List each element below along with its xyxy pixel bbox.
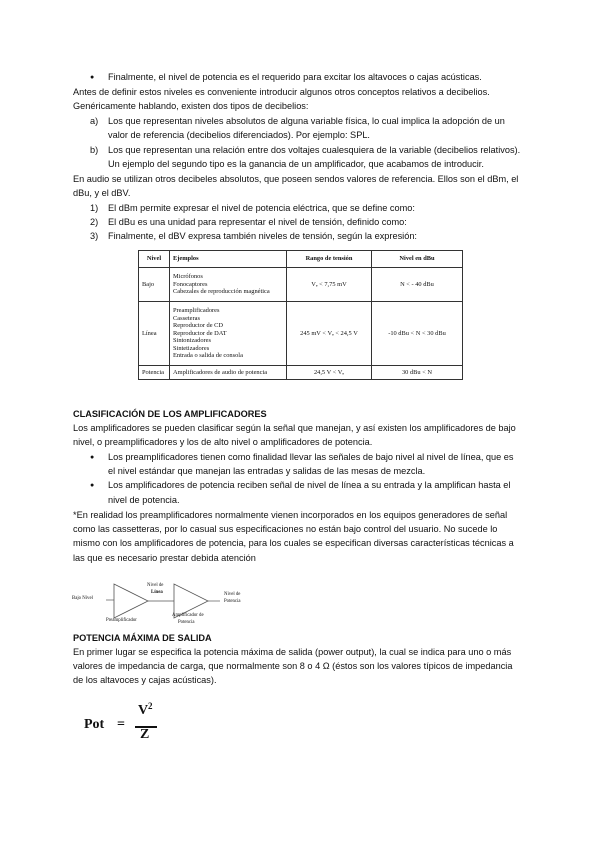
intro-line-2: Genéricamente hablando, existen dos tipos de decibelios: [73,101,309,111]
table-header: Ejemplos [170,251,287,268]
audio-line-2: dBu, y el dBV. [73,188,131,198]
list-label-a: a) [90,116,99,126]
table-cell-dbu: 30 dBu < N [372,366,463,380]
example-item: Sintetizadores [173,344,210,352]
num-item-3: Finalmente, el dBV expresa también niveles de tensión, según la expresión: [108,231,417,241]
table-cell-rango: Vₑ < 7,75 mV [287,268,372,302]
bullet-dot: ● [90,482,95,489]
section-heading-potencia: POTENCIA MÁXIMA DE SALIDA [73,633,212,643]
clasif-p1-line2: nivel, o preamplificadores y los de alto nivel o amplificadores de potencia. [73,437,373,447]
table-header: Nivel [139,251,170,268]
clasif-bullet1-line1: Los preamplificadores tienen como finalidad llevar las señales de bajo nivel al nivel de línea, que es [108,452,514,462]
formula-lhs: Pot [84,717,105,732]
label-bajo-nivel: Bajo Nivel [72,596,93,601]
example-item: Amplificadores de audio de potencia [173,368,268,376]
formula-denominator: Z [140,727,150,742]
intro-bullet-text: Finalmente, el nivel de potencia es el requerido para excitar los altavoces o cajas acústicas. [108,72,482,82]
example-item: Cabezales de reproducción magnética [173,288,270,296]
num-label-1: 1) [90,203,99,213]
list-label-b: b) [90,145,99,155]
num-item-2: El dBu es una unidad para representar el nivel de tensión, definido como: [108,217,407,227]
example-item: Reproductor de CD [173,322,224,330]
intro-line-1: Antes de definir estos niveles es conveniente introducir algunos otros conceptos relativos a decibelios. [73,87,490,97]
bullet-dot: ● [90,454,95,461]
note-line-1: *En realidad los preamplificadores normalmente vienen incorporados en los equipos generadores de señal [73,510,508,520]
num-label-2: 2) [90,217,99,227]
section-heading-clasificacion: CLASIFICACIÓN DE LOS AMPLIFICADORES [73,409,267,419]
table-header: Rango de tensión [287,251,372,268]
clasif-bullet1-line2: el nivel estándar que manejan las entradas y salidas de las mesas de mezcla. [108,466,426,476]
potencia-line-1: En primer lugar se especifica la potencia máxima de salida (power output), la cual se indica para uno o más [73,647,512,657]
clasif-bullet2-line2: nivel de potencia. [108,495,180,505]
table-cell-ejemplos [170,366,287,380]
note-line-3: mismo con los amplificadores de potencia, para los cuales se especifican diversas características técnicas a [73,538,514,548]
note-line-2: como las cassetteras, por lo casual sus especificaciones no están bajo control del usuario. No sucede lo [73,524,498,534]
table-cell-dbu: N < - 40 dBu [372,268,463,302]
table-cell-nivel: Línea [139,302,170,366]
list-item-a-line2: valor de referencia (decibelios diferenciados). Por ejemplo: SPL. [108,130,370,140]
formula-exponent: 2 [148,701,153,711]
table-header: Nivel en dBu [372,251,463,268]
note-line-4: las que es necesario prestar debida atención [73,553,256,563]
table-cell-nivel: Bajo [139,268,170,302]
num-label-3: 3) [90,231,99,241]
potencia-line-3: de los altavoces y cajas acústicas). [73,675,217,685]
table-cell-ejemplos [170,302,287,366]
table-header-row [139,251,463,268]
list-item-a-line1: Los que representan niveles absolutos de alguna variable física, lo cual implica la adopción de un [108,116,505,126]
clasif-bullet2-line1: Los amplificadores de potencia reciben señal de nivel de línea a su entrada y la amplifican hasta el [108,480,511,490]
levels-table [138,250,463,380]
table-cell-rango: 245 mV < Vₑ < 24,5 V [287,302,372,366]
example-item: Reproductor de DAT [173,329,227,337]
label-nivel-de-linea-1: Nivel de [147,583,164,588]
table-cell-rango: 24,5 V < Vₑ [287,366,372,380]
example-item: Sintonizadores [173,337,211,345]
potencia-line-2: valores de impedancia de carga, que normalmente son 8 o 4 Ω (éstos son los valores típicos de impedancia [73,661,513,671]
table-row [139,268,463,302]
example-item: Micrófonos [173,273,203,281]
example-item: Preamplificadores [173,306,220,314]
example-item: Casseteras [173,314,200,322]
bullet-dot: ● [90,74,95,81]
label-amplificador-1: Amplificador de [172,613,204,618]
preamp-triangle-icon [114,584,148,618]
num-item-1: El dBm permite expresar el nivel de potencia eléctrica, que se define como: [108,203,415,213]
table-cell-dbu: -10 dBu < N < 30 dBu [372,302,463,366]
formula-equals: = [117,717,125,732]
list-item-b-line2: Un ejemplo del segundo tipo es la ganancia de un amplificador, que acabamos de introducir. [108,159,484,169]
formula-numerator: V [138,703,149,718]
label-nivel-potencia-2: Potencia [224,599,241,604]
example-item: Entrada o salida de consola [173,352,243,360]
example-item: Fonocaptores [173,280,208,288]
audio-line-1: En audio se utilizan otros decibeles absolutos, que poseen sendos valores de referencia. Ellos son el dBm, el [73,174,519,184]
label-preamplificador: Preamplificador [106,618,137,623]
label-nivel-potencia-1: Nivel de [224,592,241,597]
clasif-p1-line1: Los amplificadores se pueden clasificar según la señal que manejan, y así existen los amplificadores de bajo [73,423,516,433]
label-amplificador-2: Potencia [178,620,195,625]
label-nivel-de-linea-2: Línea [151,590,163,595]
table-cell-ejemplos [170,268,287,302]
list-item-b-line1: Los que representan una relación entre dos voltajes cualesquiera de la variable (decibelios relativos). [108,145,521,155]
table-cell-nivel: Potencia [139,366,170,380]
table-row [139,366,463,380]
table-row [139,302,463,366]
